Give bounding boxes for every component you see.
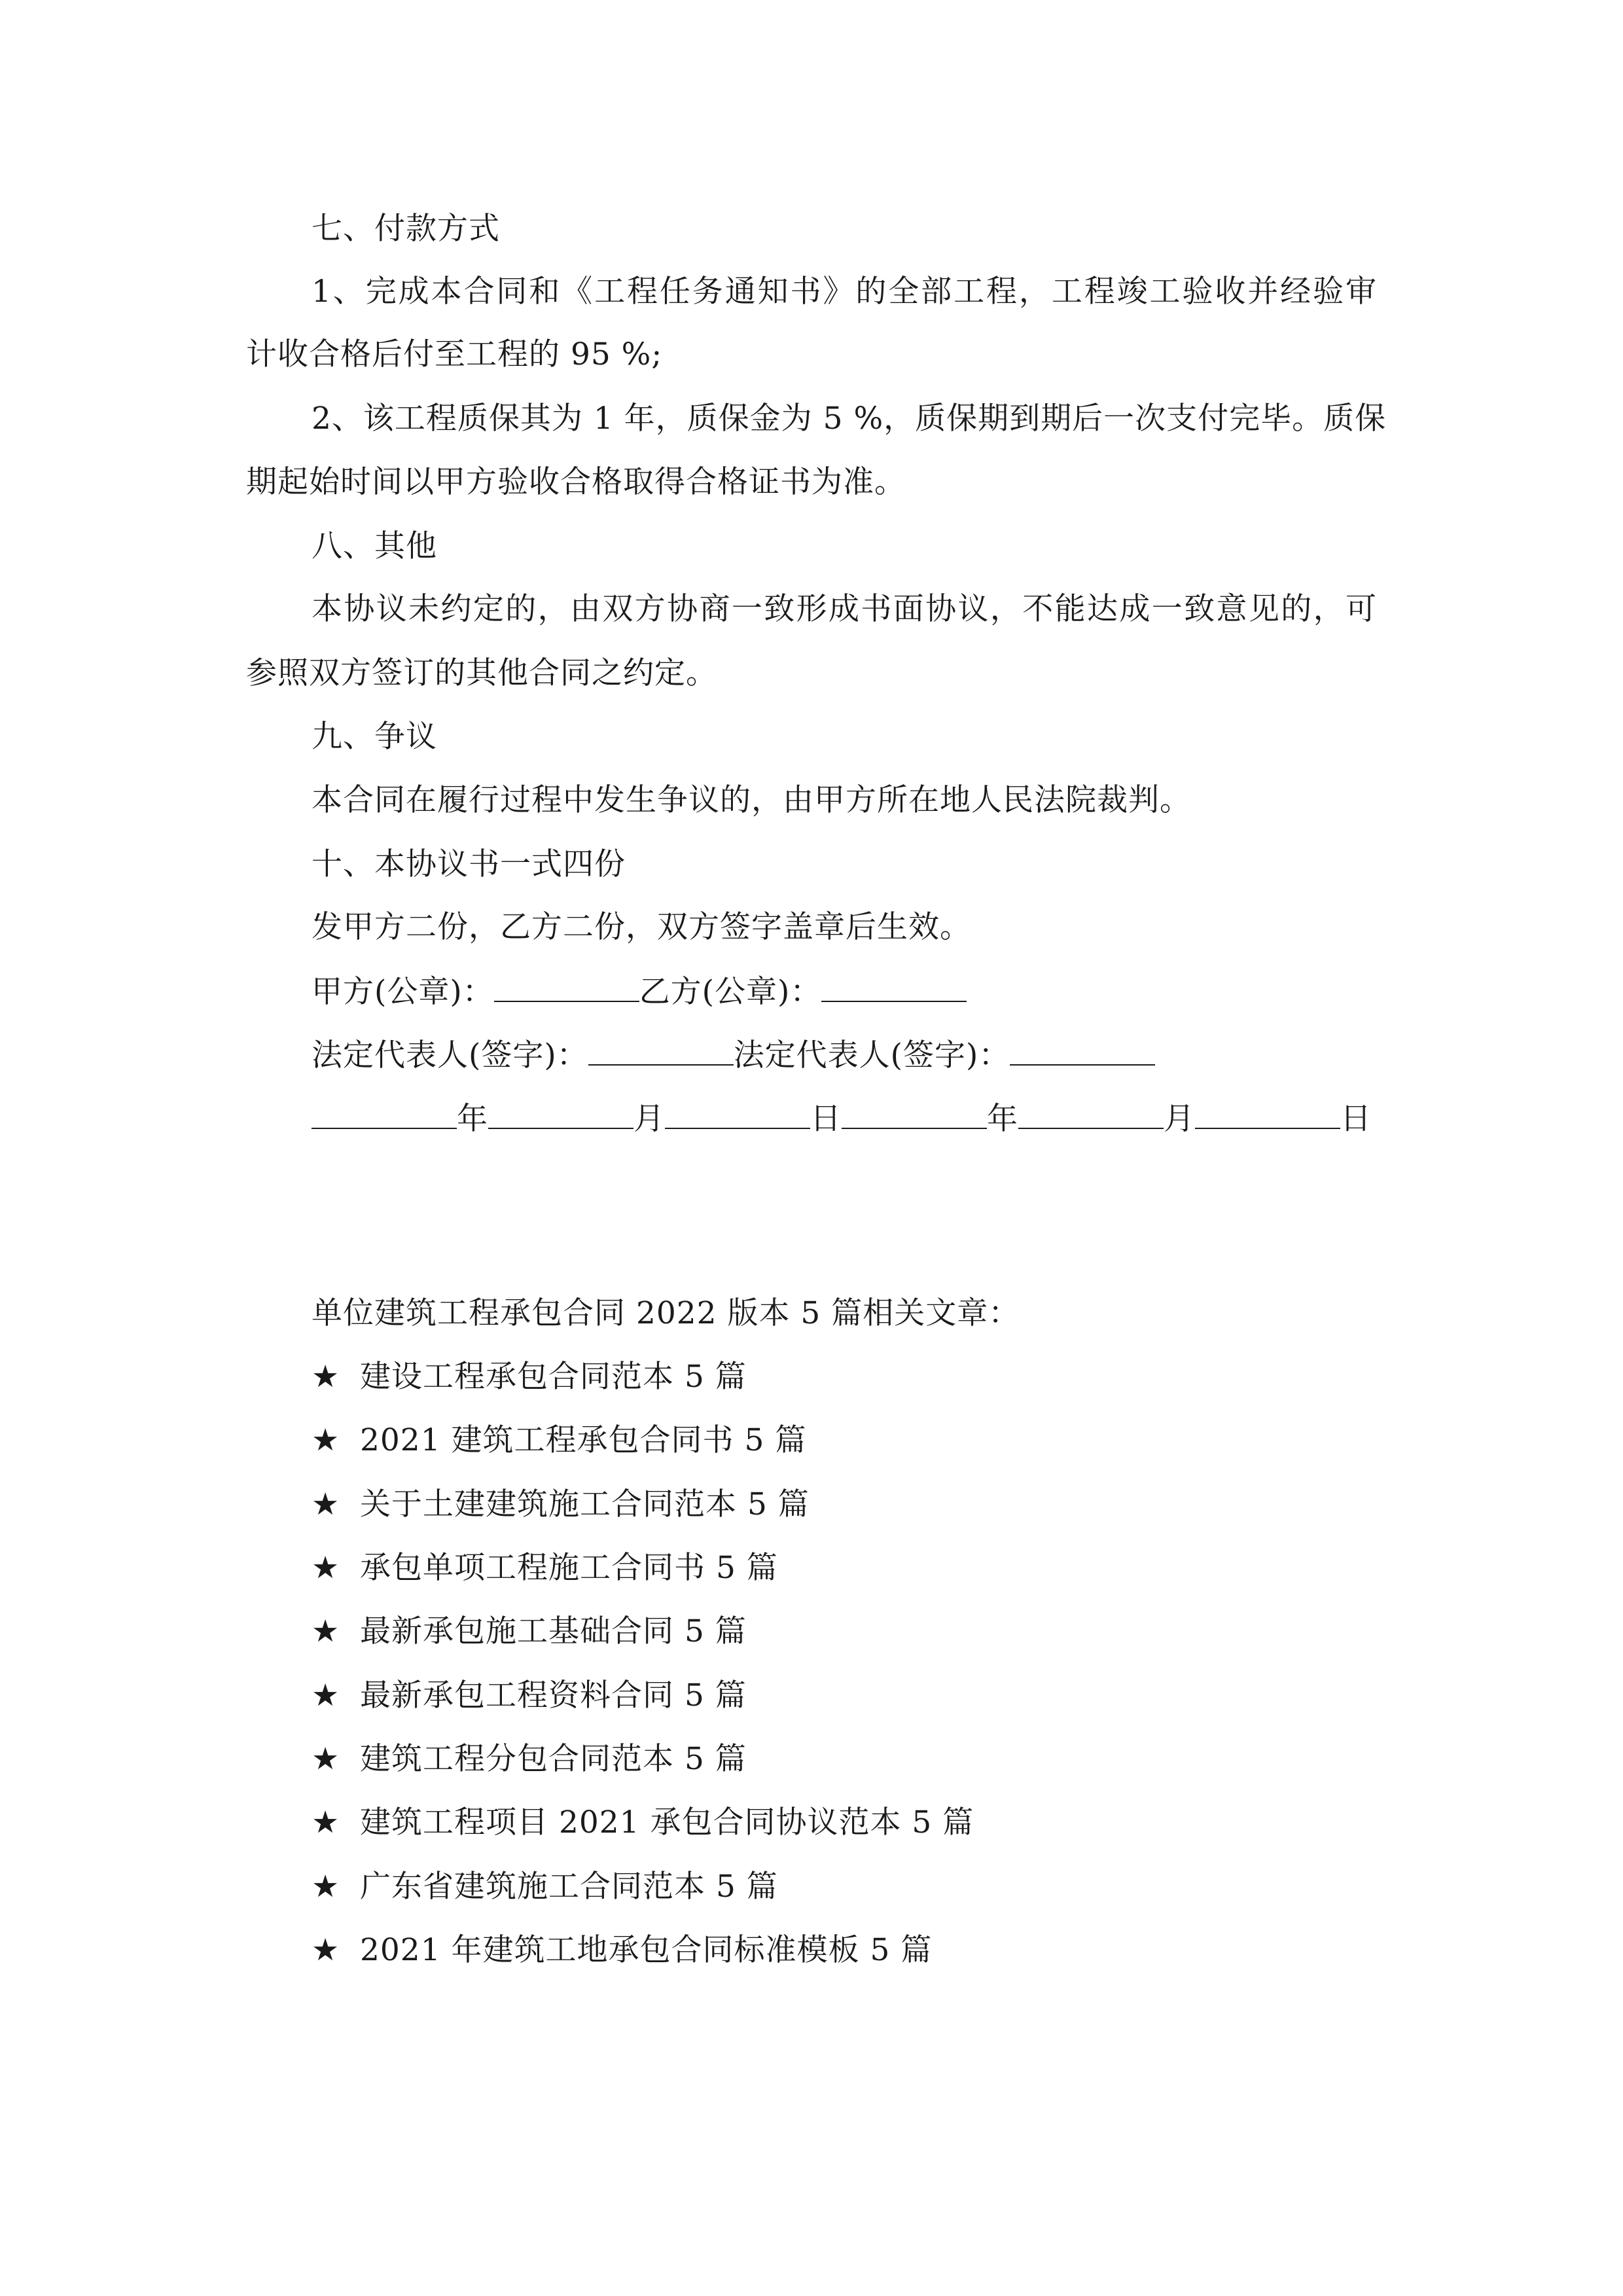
day-a-blank xyxy=(665,1099,810,1129)
party-a-seal-label: 甲方(公章)： xyxy=(312,974,494,1010)
month-b-blank xyxy=(1018,1099,1164,1129)
seal-line xyxy=(312,972,967,1012)
other-text-line-1: 本协议未约定的，由双方协商一致形成书面协议，不能达成一致意见的，可 xyxy=(312,591,1377,627)
star-icon: ★ xyxy=(312,1677,340,1713)
party-a-rep-label: 法定代表人(签字)： xyxy=(312,1037,588,1073)
star-icon: ★ xyxy=(312,1741,340,1777)
related-item[interactable] xyxy=(312,1357,747,1397)
month-a-label: 月 xyxy=(633,1101,665,1137)
payment-item-2-line-2: 期起始时间以甲方验收合格取得合格证书为准。 xyxy=(246,464,906,500)
related-item[interactable] xyxy=(312,1676,747,1715)
month-b-label: 月 xyxy=(1164,1101,1195,1137)
star-icon: ★ xyxy=(312,1932,340,1968)
payment-item-2-line-1: 2、该工程质保其为 1 年，质保金为 5 %，质保期到期后一次支付完毕。质保 xyxy=(312,401,1387,437)
party-b-rep-label: 法定代表人(签字)： xyxy=(733,1037,1010,1073)
related-item[interactable] xyxy=(312,1803,974,1842)
star-icon: ★ xyxy=(312,1804,340,1840)
copies-heading: 十、本协议书一式四份 xyxy=(312,846,626,882)
payment-item-1-line-1: 1、完成本合同和《工程任务通知书》的全部工程，工程竣工验收并经验审 xyxy=(312,274,1377,310)
representative-line xyxy=(312,1035,1155,1075)
star-icon: ★ xyxy=(312,1359,340,1395)
related-item[interactable] xyxy=(312,1612,747,1651)
star-icon: ★ xyxy=(312,1613,340,1649)
related-heading: 单位建筑工程承包合同 2022 版本 5 篇相关文章： xyxy=(312,1295,1020,1331)
month-a-blank xyxy=(488,1099,633,1129)
day-b-label: 日 xyxy=(1340,1101,1372,1137)
star-icon: ★ xyxy=(312,1422,340,1458)
related-item[interactable] xyxy=(312,1549,778,1588)
year-b-blank xyxy=(842,1099,987,1129)
related-item-link[interactable]: 2021 年建筑工地承包合同标准模板 5 篇 xyxy=(360,1932,933,1968)
related-item-link[interactable]: 建筑工程分包合同范本 5 篇 xyxy=(360,1741,747,1777)
related-item[interactable] xyxy=(312,1485,810,1524)
payment-item-1-line-2: 计收合格后付至工程的 95 %; xyxy=(246,336,663,372)
related-item-link[interactable]: 建筑工程项目 2021 承包合同协议范本 5 篇 xyxy=(360,1804,974,1840)
related-item-link[interactable]: 建设工程承包合同范本 5 篇 xyxy=(360,1359,747,1395)
party-b-seal-label: 乙方(公章)： xyxy=(639,974,822,1010)
party-a-seal-blank xyxy=(494,972,639,1002)
year-a-label: 年 xyxy=(457,1101,488,1137)
related-item-link[interactable]: 广东省建筑施工合同范本 5 篇 xyxy=(360,1869,778,1905)
party-b-rep-blank xyxy=(1010,1035,1155,1066)
other-heading: 八、其他 xyxy=(312,528,437,564)
related-item-link[interactable]: 2021 建筑工程承包合同书 5 篇 xyxy=(360,1422,807,1458)
copies-text: 发甲方二份，乙方二份，双方签字盖章后生效。 xyxy=(312,909,971,945)
payment-heading: 七、付款方式 xyxy=(312,211,500,247)
related-item-link[interactable]: 承包单项工程施工合同书 5 篇 xyxy=(360,1550,778,1586)
star-icon: ★ xyxy=(312,1869,340,1905)
related-item[interactable] xyxy=(312,1867,778,1907)
dispute-heading: 九、争议 xyxy=(312,719,437,755)
dispute-text: 本合同在履行过程中发生争议的，由甲方所在地人民法院裁判。 xyxy=(312,782,1191,818)
star-icon: ★ xyxy=(312,1486,340,1522)
day-a-label: 日 xyxy=(810,1101,842,1137)
related-item-link[interactable]: 关于土建建筑施工合同范本 5 篇 xyxy=(360,1486,810,1522)
year-b-label: 年 xyxy=(987,1101,1018,1137)
related-item[interactable] xyxy=(312,1740,747,1779)
other-text-line-2: 参照双方签订的其他合同之约定。 xyxy=(246,655,717,691)
year-a-blank xyxy=(312,1099,457,1129)
party-b-seal-blank xyxy=(821,972,967,1002)
related-item[interactable] xyxy=(312,1421,806,1460)
day-b-blank xyxy=(1195,1099,1340,1129)
related-item-link[interactable]: 最新承包工程资料合同 5 篇 xyxy=(360,1677,747,1713)
party-a-rep-blank xyxy=(588,1035,734,1066)
date-line xyxy=(312,1099,1372,1139)
star-icon: ★ xyxy=(312,1550,340,1586)
related-item[interactable] xyxy=(312,1931,932,1970)
related-item-link[interactable]: 最新承包施工基础合同 5 篇 xyxy=(360,1613,747,1649)
